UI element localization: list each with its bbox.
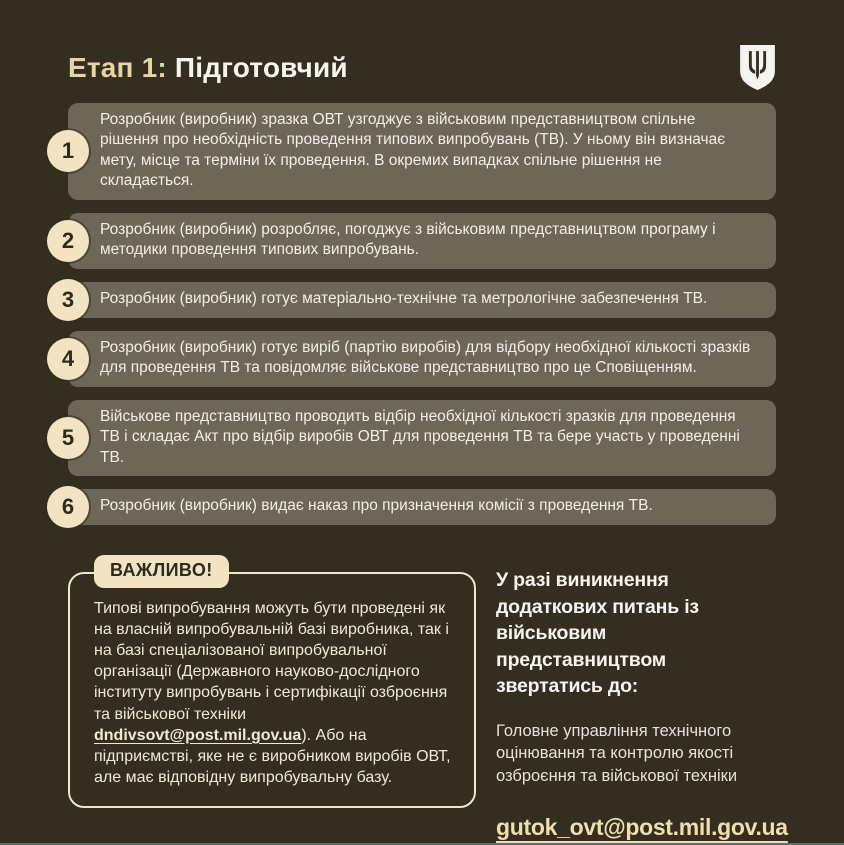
- header: [68, 44, 776, 91]
- important-label: ВАЖЛИВО!: [94, 555, 229, 588]
- contact-column: [496, 555, 788, 841]
- contact-department: Головне управління технічного оцінювання та контролю якості озброєння та військової техніки: [496, 721, 738, 786]
- step-number-badge: 4: [47, 338, 89, 380]
- page-title-stage: Етап 1:: [68, 52, 167, 83]
- important-text-before: Типові випробування можуть бути проведені як на власній випробувальній базі виробника, так і на базі спеціалізованої випробувальної організації (Державного науково-дослідного інституту випробувань і сертифікації озброєння та військової техніки: [94, 599, 449, 723]
- step-text: Розробник (виробник) зразка ОВТ узгоджує з військовим представництвом спільне рішення про необхідність проведення типових випробувань (ТВ). У ньому він визначає мету, місце та терміни їх проведення. В окремих випадках спільне рішення не складається.: [68, 103, 776, 200]
- step-number-badge: 1: [47, 130, 89, 172]
- step-number-badge: 2: [47, 220, 89, 262]
- steps-list: [61, 103, 776, 525]
- step-item: [61, 103, 776, 200]
- step-item: [61, 400, 776, 476]
- step-text: Розробник (виробник) розробляє, погоджує з військовим представництвом програму і методики проведення типових випробувань.: [68, 213, 776, 269]
- step-item: [61, 213, 776, 269]
- step-item: [61, 331, 776, 387]
- trident-shield-icon: [739, 44, 776, 91]
- gutok-email-link[interactable]: gutok_ovt@post.mil.gov.ua: [496, 813, 788, 840]
- step-item: [61, 282, 776, 318]
- step-text: Розробник (виробник) готує матеріально-технічне та метрологічне забезпечення ТВ.: [68, 282, 776, 318]
- step-text: Розробник (виробник) видає наказ про призначення комісії з проведення ТВ.: [68, 489, 776, 525]
- dndivsovt-email-link[interactable]: dndivsovt@post.mil.gov.ua: [94, 726, 302, 744]
- step-text: Розробник (виробник) готує виріб (партію виробів) для відбору необхідної кількості зразків для проведення ТВ та повідомляє військове представництво про це Сповіщенням.: [68, 331, 776, 387]
- bottom-section: [68, 555, 788, 841]
- contact-heading: У разі виникнення додаткових питань із військовим представництвом звертатись до:: [496, 568, 699, 698]
- important-text: [94, 598, 454, 788]
- step-number-badge: 3: [47, 279, 89, 321]
- step-item: [61, 489, 776, 525]
- step-text: Військове представництво проводить відбір необхідної кількості зразків для проведення ТВ і складає Акт про відбір виробів ОВТ для проведення ТВ та бере участь у проведенні ТВ.: [68, 400, 776, 476]
- step-number-badge: 6: [47, 486, 89, 528]
- page-title: [68, 44, 348, 86]
- step-number-badge: 5: [47, 417, 89, 459]
- important-note-box: [68, 559, 476, 808]
- important-text-after: ). Або на підприємстві, яке не є виробником виробів ОВТ, але має відповідну випробувальну базу.: [94, 726, 451, 786]
- page-title-name: Підготовчий: [166, 52, 348, 83]
